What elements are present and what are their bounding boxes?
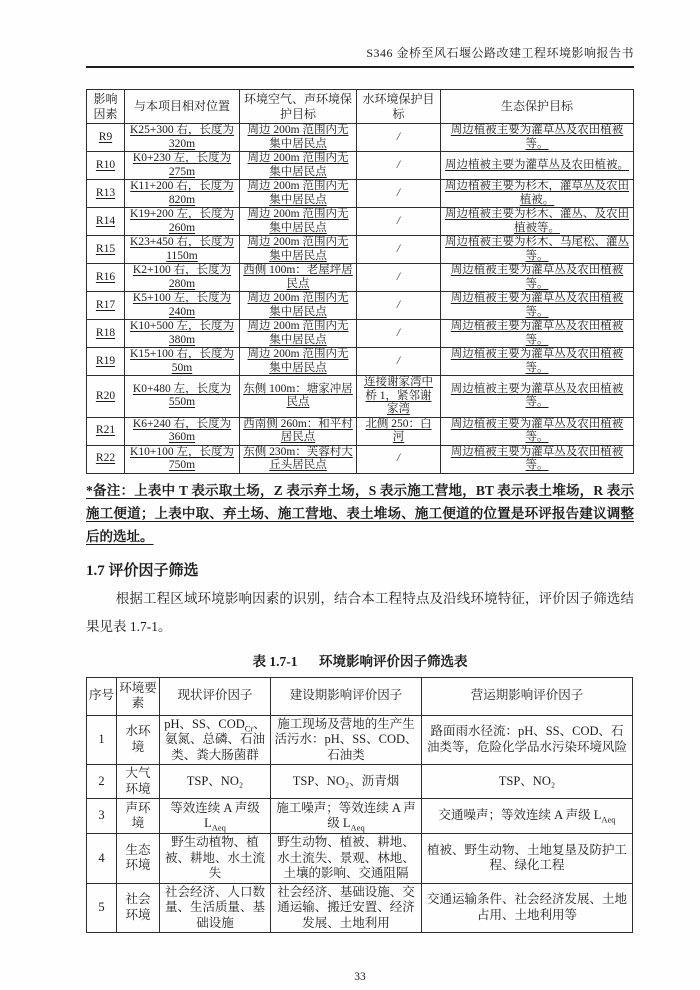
cell-water: / bbox=[357, 292, 441, 320]
cell-air-noise: 周边 200m 范围内无集中居民点 bbox=[240, 208, 357, 236]
cell-current: TSP、NO₂ bbox=[160, 765, 271, 799]
cell-factor: R16 bbox=[87, 264, 125, 292]
col-header-operation: 营运期影响评价因子 bbox=[422, 677, 633, 715]
cell-eco: 周边植被主要为灌草丛及农田植被等。 bbox=[441, 124, 634, 152]
table-row bbox=[87, 264, 634, 292]
cell-factor: R19 bbox=[87, 348, 125, 376]
col-header-element: 环境要素 bbox=[117, 677, 160, 715]
cell-water: 北侧 250：白河 bbox=[357, 417, 441, 445]
table-row bbox=[87, 320, 634, 348]
cell-position: K10+100 左，长度为 750m bbox=[125, 445, 240, 473]
table-row bbox=[87, 834, 633, 884]
cell-current: pH、SS、$COD_{Cr}$、氨氮、总磷、石油类、粪大肠菌群 bbox=[160, 715, 271, 765]
col-header-air-noise: 环境空气、声环境保护目标 bbox=[240, 90, 357, 124]
cell-factor: R10 bbox=[87, 152, 125, 180]
cell-factor: R13 bbox=[87, 180, 125, 208]
cell-air-noise: 周边 200m 范围内无集中居民点 bbox=[240, 124, 357, 152]
cell-no: 2 bbox=[87, 765, 117, 799]
cell-element: 生态环境 bbox=[117, 834, 160, 884]
cell-position: K19+200 左，长度为 260m bbox=[125, 208, 240, 236]
table-row bbox=[87, 180, 634, 208]
cell-air-noise: 西南侧 260m：和平村居民点 bbox=[240, 417, 357, 445]
cell-air-noise: 东侧 100m：塘家冲居民点 bbox=[240, 376, 357, 418]
cell-position: K0+480 左，长度为 550m bbox=[125, 376, 240, 418]
cell-air-noise: 周边 200m 范围内无集中居民点 bbox=[240, 180, 357, 208]
cell-factor: R17 bbox=[87, 292, 125, 320]
cell-factor: R18 bbox=[87, 320, 125, 348]
cell-position: K10+500 左，长度为 380m bbox=[125, 320, 240, 348]
cell-current: 野生动植物、植被、耕地、水土流失 bbox=[160, 834, 271, 884]
cell-air-noise: 东侧 230m：芙蓉村大丘头居民点 bbox=[240, 445, 357, 473]
cell-position: K0+230 左，长度为 275m bbox=[125, 152, 240, 180]
cell-construction: 施工噪声；等效连续 A 声级 $L_{Aeq}$ bbox=[271, 799, 422, 834]
cell-no: 4 bbox=[87, 834, 117, 884]
table-row bbox=[87, 376, 634, 418]
cell-factor: R14 bbox=[87, 208, 125, 236]
cell-factor: R20 bbox=[87, 376, 125, 418]
cell-position: K6+240 右，长度为 360m bbox=[125, 417, 240, 445]
table-row bbox=[87, 715, 633, 765]
cell-water: / bbox=[357, 348, 441, 376]
section-heading: 1.7 评价因子筛选 bbox=[86, 562, 199, 579]
cell-air-noise: 周边 200m 范围内无集中居民点 bbox=[240, 348, 357, 376]
cell-eco: 周边植被主要为灌草丛及农田植被等。 bbox=[441, 376, 634, 418]
page-number: 33 bbox=[354, 971, 366, 983]
cell-no: 3 bbox=[87, 799, 117, 834]
cell-water: / bbox=[357, 124, 441, 152]
cell-water: 连接谢家湾中桥 1，紧邻谢家湾 bbox=[357, 376, 441, 418]
col-header-eco: 生态保护目标 bbox=[441, 90, 634, 124]
cell-current: 等效连续 A 声级 $L_{Aeq}$ bbox=[160, 799, 271, 834]
cell-water: / bbox=[357, 264, 441, 292]
cell-eco: 周边植被主要为杉木、灌丛、及农田植被等。 bbox=[441, 208, 634, 236]
cell-no: 1 bbox=[87, 715, 117, 765]
col-header-no: 序号 bbox=[87, 677, 117, 715]
screening-factors-table bbox=[86, 677, 633, 934]
table-caption-number: 表 1.7-1 bbox=[252, 653, 298, 669]
cell-eco: 周边植被主要为灌草丛及农田植被。 bbox=[441, 152, 634, 180]
cell-factor: R9 bbox=[87, 124, 125, 152]
col-header-factor: 影响因素 bbox=[87, 90, 125, 124]
table-row bbox=[87, 236, 634, 264]
cell-operation: 路面雨水径流：pH、SS、COD、石油类等，危险化学品水污染环境风险 bbox=[422, 715, 633, 765]
cell-eco: 周边植被主要为灌草丛及农田植被等。 bbox=[441, 417, 634, 445]
cell-eco: 周边植被主要为灌草丛及农田植被等。 bbox=[441, 320, 634, 348]
table-row bbox=[87, 348, 634, 376]
cell-position: K25+300 右，长度为 320m bbox=[125, 124, 240, 152]
table-header-row bbox=[87, 90, 634, 124]
cell-position: K5+100 左，长度为 240m bbox=[125, 292, 240, 320]
cell-construction: TSP、NO₂、沥青烟 bbox=[271, 765, 422, 799]
cell-water: / bbox=[357, 180, 441, 208]
protection-targets-table bbox=[86, 89, 634, 474]
cell-eco: 周边植被主要为灌草丛及农田植被等。 bbox=[441, 445, 634, 473]
body-paragraph: 根据工程区域环境影响因素的识别，结合本工程特点及沿线环境特征，评价因子筛选结果见表 1.7-1。 bbox=[86, 590, 634, 634]
cell-water: / bbox=[357, 208, 441, 236]
cell-air-noise: 周边 200m 范围内无集中居民点 bbox=[240, 320, 357, 348]
cell-eco: 周边植被主要为灌草丛及农田植被等。 bbox=[441, 292, 634, 320]
cell-no: 5 bbox=[87, 883, 117, 933]
cell-eco: 周边植被主要为杉木、马尾松、灌丛等。 bbox=[441, 236, 634, 264]
cell-water: / bbox=[357, 152, 441, 180]
cell-operation: 交通运输条件、社会经济发展、土地占用、土地利用等 bbox=[422, 883, 633, 933]
cell-eco: 周边植被主要为灌草丛及农田植被等。 bbox=[441, 264, 634, 292]
cell-factor: R15 bbox=[87, 236, 125, 264]
table-row bbox=[87, 152, 634, 180]
cell-construction: 施工现场及营地的生产生活污水：pH、SS、COD、石油类 bbox=[271, 715, 422, 765]
table-row bbox=[87, 799, 633, 834]
page-header bbox=[86, 44, 634, 68]
cell-factor: R21 bbox=[87, 417, 125, 445]
col-header-current: 现状评价因子 bbox=[160, 677, 271, 715]
table-row bbox=[87, 292, 634, 320]
table-caption bbox=[86, 650, 634, 670]
cell-element: 社会环境 bbox=[117, 883, 160, 933]
cell-eco: 周边植被主要为灌草丛及农田植被等。 bbox=[441, 348, 634, 376]
cell-operation: TSP、NO₂ bbox=[422, 765, 633, 799]
cell-factor: R22 bbox=[87, 445, 125, 473]
table-row bbox=[87, 417, 634, 445]
cell-element: 声环境 bbox=[117, 799, 160, 834]
cell-operation: 交通噪声；等效连续 A 声级 $L_{Aeq}$ bbox=[422, 799, 633, 834]
cell-water: / bbox=[357, 320, 441, 348]
cell-element: 大气环境 bbox=[117, 765, 160, 799]
table-row bbox=[87, 765, 633, 799]
cell-current: 社会经济、人口数量、生活质量、基础设施 bbox=[160, 883, 271, 933]
table-row bbox=[87, 124, 634, 152]
cell-eco: 周边植被主要为杉木，灌草丛及农田植被。 bbox=[441, 180, 634, 208]
col-header-position: 与本项目相对位置 bbox=[125, 90, 240, 124]
cell-construction: 社会经济、基础设施、交通运输、搬迁安置、经济发展、土地利用 bbox=[271, 883, 422, 933]
cell-air-noise: 周边 200m 范围内无集中居民点 bbox=[240, 152, 357, 180]
col-header-construction: 建设期影响评价因子 bbox=[271, 677, 422, 715]
cell-element: 水环境 bbox=[117, 715, 160, 765]
cell-air-noise: 周边 200m 范围内无集中居民点 bbox=[240, 236, 357, 264]
cell-water: / bbox=[357, 445, 441, 473]
cell-operation: 植被、野生动物、土地复垦及防护工程、绿化工程 bbox=[422, 834, 633, 884]
cell-water: / bbox=[357, 236, 441, 264]
table-row bbox=[87, 208, 634, 236]
cell-construction: 野生动物、植被、耕地、水土流失、景观、林地、土壤的影响、交通阻隔 bbox=[271, 834, 422, 884]
cell-position: K2+100 右，长度为 280m bbox=[125, 264, 240, 292]
table-row bbox=[87, 883, 633, 933]
cell-air-noise: 西侧 100m：老屋坪居民点 bbox=[240, 264, 357, 292]
table-header-row bbox=[87, 677, 633, 715]
cell-position: K15+100 右，长度为 50m bbox=[125, 348, 240, 376]
table-caption-title: 环境影响评价因子筛选表 bbox=[319, 653, 468, 669]
cell-position: K11+200 右，长度为 820m bbox=[125, 180, 240, 208]
doc-title: S346 金桥至风石堰公路改建工程环境影响报告书 bbox=[366, 46, 634, 60]
cell-air-noise: 周边 200m 范围内无集中居民点 bbox=[240, 292, 357, 320]
table-footnote: *备注：上表中 T 表示取土场，Z 表示弃土场，S 表示施工营地，BT 表示表土堆场，R 表示施工便道；上表中取、弃土场、施工营地、表土堆场、施工便道的位置是环评报告建议调整后的选址。 bbox=[86, 482, 634, 544]
cell-position: K23+450 右，长度为 1150m bbox=[125, 236, 240, 264]
table-row bbox=[87, 445, 634, 473]
col-header-water: 水环境保护目标 bbox=[357, 90, 441, 124]
